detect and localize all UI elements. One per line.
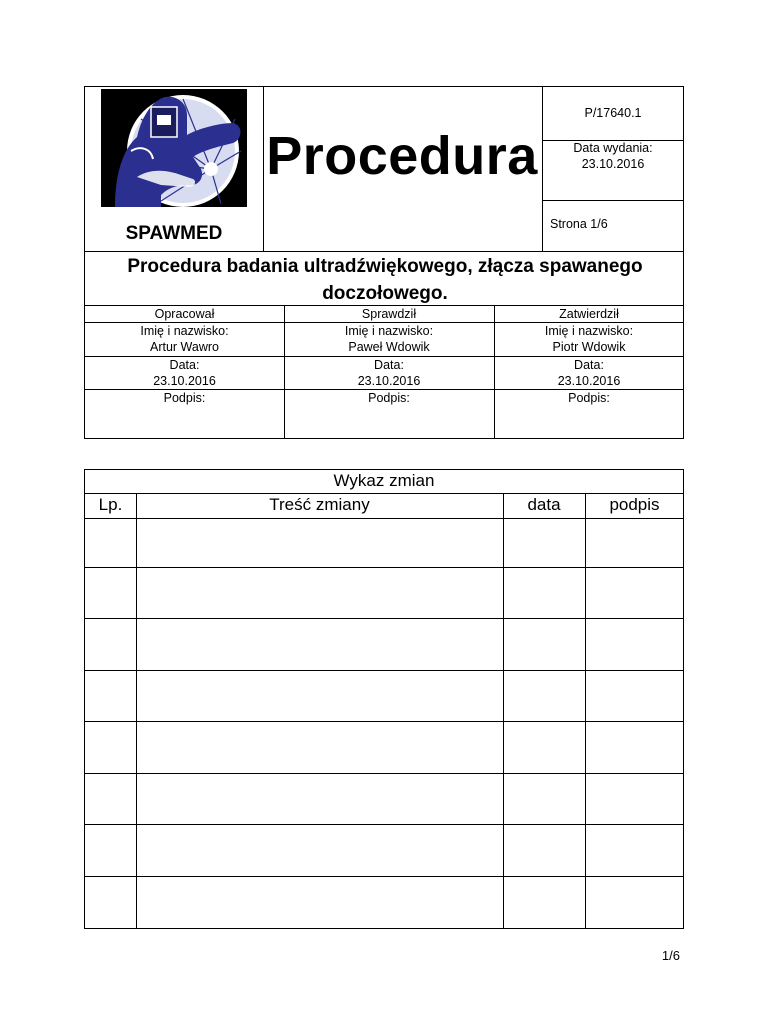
document-type-title: Procedura [266, 126, 538, 186]
signature-label: Podpis: [368, 391, 410, 405]
checked-date: 23.10.2016 [357, 374, 421, 388]
date-label: Data: [374, 358, 404, 372]
name-label: Imię i nazwisko: [344, 324, 434, 338]
procedure-title-line1: Procedura badania ultradźwiękowego, złącza spawanego [127, 256, 643, 277]
table-row [85, 824, 684, 825]
date-label: Data: [169, 358, 200, 372]
table-row [85, 670, 684, 671]
document-number: P/17640.1 [584, 106, 642, 120]
procedure-title-line2: doczołowego. [322, 283, 448, 304]
name-label: Imię i nazwisko: [140, 324, 229, 338]
column-header-lp: Lp. [98, 495, 123, 514]
changes-table [84, 469, 684, 929]
signature-label: Podpis: [163, 391, 206, 405]
table-row [85, 773, 684, 774]
approved-date: 23.10.2016 [557, 374, 621, 388]
prepared-by-name: Artur Wawro [150, 340, 219, 354]
table-row [85, 567, 684, 568]
name-label: Imię i nazwisko: [544, 324, 634, 338]
approval-role-approved: Zatwierdził [559, 307, 619, 321]
table-row [85, 618, 684, 619]
issue-date: 23.10.2016 [581, 157, 645, 171]
page-number: 1/6 [661, 948, 680, 963]
company-name: SPAWMED [125, 223, 223, 244]
approved-by-name: Piotr Wdowik [552, 340, 626, 354]
approval-role-prepared: Opracował [154, 307, 215, 321]
welder-icon [101, 89, 247, 207]
document-header [84, 86, 684, 439]
approval-role-checked: Sprawdził [361, 307, 417, 321]
welder-logo [101, 89, 247, 207]
changes-table-title: Wykaz zmian [333, 471, 435, 490]
column-header-content: Treść zmiany [269, 495, 370, 514]
column-header-signature: podpis [609, 495, 660, 514]
prepared-date: 23.10.2016 [153, 374, 216, 388]
issue-date-label: Data wydania: [573, 141, 653, 155]
checked-by-name: Paweł Wdowik [348, 340, 430, 354]
procedure-title [85, 253, 685, 307]
signature-label: Podpis: [568, 391, 610, 405]
column-header-date: data [527, 495, 561, 514]
table-row [85, 876, 684, 877]
date-label: Data: [574, 358, 604, 372]
table-row [85, 721, 684, 722]
page-indicator: Strona 1/6 [550, 217, 608, 231]
